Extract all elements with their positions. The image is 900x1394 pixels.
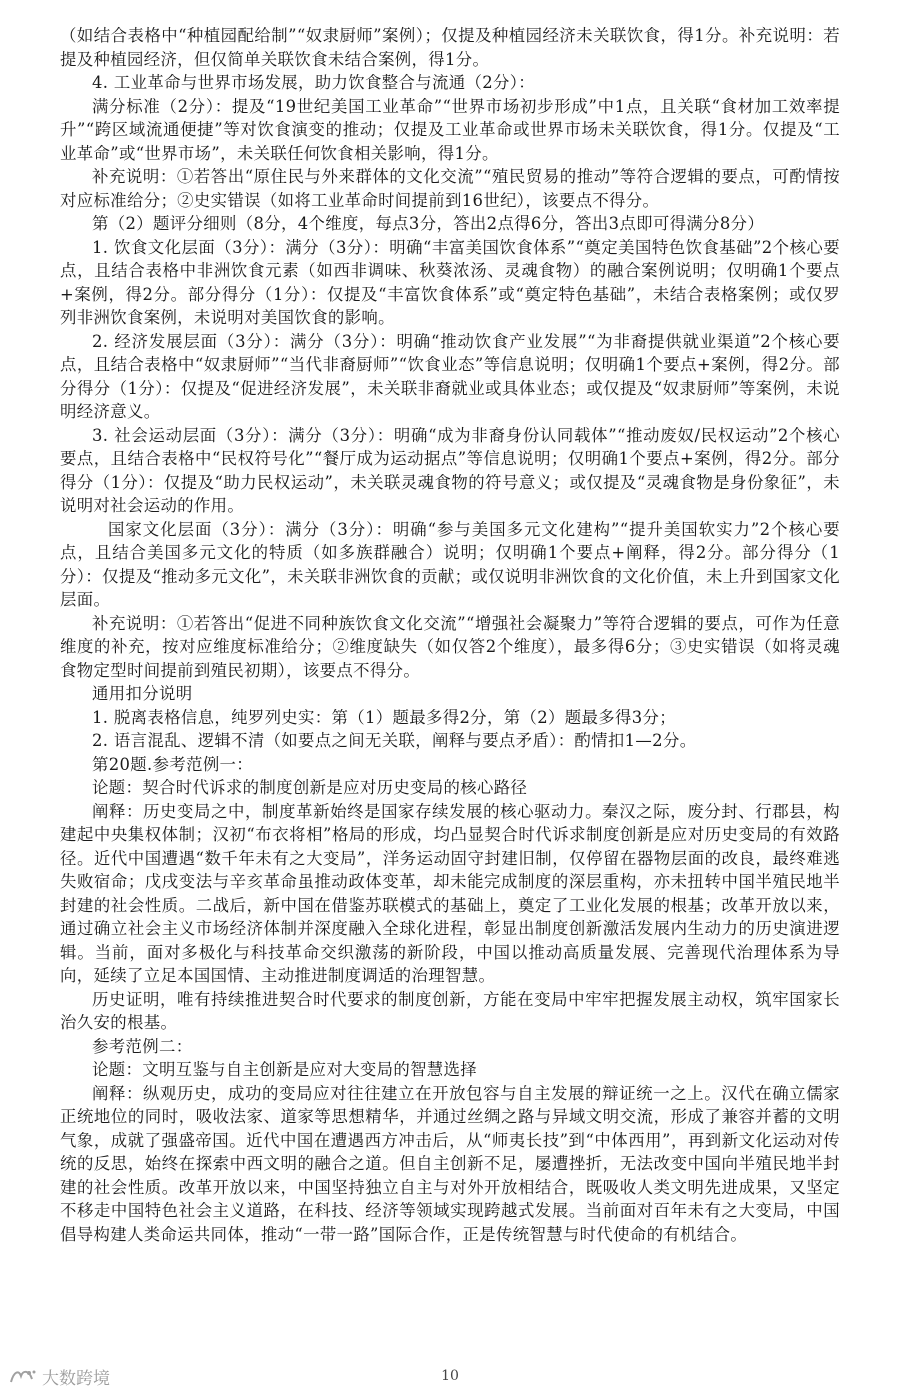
thesis-line: 论题：文明互鉴与自主创新是应对大变局的智慧选择 — [92, 1060, 478, 1079]
paragraph: 历史证明，唯有持续推进契合时代要求的制度创新，方能在变局中牢牢把握发展主动权，筑牢国家长治久安的根基。 — [60, 989, 840, 1032]
watermark — [8, 1364, 110, 1389]
paragraph: 2. 经济发展层面（3分）：满分（3分）：明确“推动饮食产业发展”“为非裔提供就业渠道”2个核心要点，且结合表格中“奴隶厨师”“当代非裔厨师”“饮食业态”等信息说明；仅明确1个要点+案例，得2分。部分得分（1分）：仅提及“促进经济发展”，未关联非裔就业或具体业态；或仅提及“奴隶厨师”等案例，未说明经济意义。 — [60, 331, 840, 421]
paragraph: （如结合表格中“种植园配给制”“奴隶厨师”案例）；仅提及种植园经济未关联饮食，得1分。补充说明：若提及种植园经济，但仅简单关联饮食未结合案例，得1分。 — [60, 26, 840, 69]
paragraph: 满分标准（2分）：提及“19世纪美国工业革命”“世界市场初步形成”中1点，且关联“食材加工效率提升”“跨区域流通便捷”等对饮食演变的推动；仅提及工业革命或世界市场未关联饮食，得1分。仅提及“工业革命”或“世界市场”，未关联任何饮食相关影响，得1分。 — [60, 96, 840, 163]
paragraph: 补充说明：①若答出“原住民与外来群体的文化交流”“殖民贸易的推动”等符合逻辑的要点，可酌情按对应标准给分；②史实错误（如将工业革命时间提前到16世纪），该要点不得分。 — [60, 167, 840, 210]
paragraph: 补充说明：①若答出“促进不同种族饮食文化交流”“增强社会凝聚力”等符合逻辑的要点，可作为任意维度的补充，按对应维度标准给分；②维度缺失（如仅答2个维度），最多得6分；③史实错误（如将灵魂食物定型时间提前到殖民初期），该要点不得分。 — [60, 613, 840, 680]
paragraph: 3. 社会运动层面（3分）：满分（3分）：明确“成为非裔身份认同载体”“推动废奴/民权运动”2个核心要点，且结合表格中“民权符号化”“餐厅成为运动据点”等信息说明；仅明确1个要点+案例，得2分。部分得分（1分）：仅提及“助力民权运动”，未关联灵魂食物的符号意义；或仅提及“灵魂食物是身份象征”，未说明对社会运动的作用。 — [60, 425, 840, 515]
document-body — [60, 24, 840, 1246]
paragraph: 阐释：纵观历史，成功的变局应对往往建立在开放包容与自主发展的辩证统一之上。汉代在确立儒家正统地位的同时，吸收法家、道家等思想精华，并通过丝绸之路与异域文明交流，形成了兼容并蓄的文明气象，成就了强盛帝国。近代中国在遭遇西方冲击后，从“师夷长技”到“中体西用”，再到新文化运动对传统的反思，始终在探索中西文明的融合之道。但自主创新不足，屡遭挫折，无法改变中国向半殖民地半封建的社会性质。改革开放以来，中国坚持独立自主与对外开放相结合，既吸收人类文明先进成果，又坚定不移走中国特色社会主义道路，在科技、经济等领域实现跨越式发展。当前面对百年未有之大变局，中国倡导构建人类命运共同体，推动“一带一路”国际合作，正是传统智慧与时代使命的有机结合。 — [60, 1083, 840, 1244]
paragraph: 第（2）题评分细则（8分，4个维度，每点3分，答出2点得6分，答出3点即可得满分8分） — [92, 214, 765, 233]
paragraph: 2. 语言混乱、逻辑不清（如要点之间无关联，阐释与要点矛盾）：酌情扣1—2分。 — [92, 731, 697, 750]
section-heading: 第20题.参考范例一： — [92, 754, 254, 774]
section-heading: 参考范例二： — [92, 1036, 193, 1056]
paragraph: 1. 脱离表格信息，纯罗列史实：第（1）题最多得2分，第（2）题最多得3分； — [92, 707, 676, 727]
watermark-text: 大数跨境 — [42, 1369, 110, 1389]
thesis-line: 论题：契合时代诉求的制度创新是应对历史变局的核心路径 — [92, 778, 528, 797]
page-number: 10 — [441, 1368, 459, 1384]
paragraph: 1. 饮食文化层面（3分）：满分（3分）：明确“丰富美国饮食体系”“奠定美国特色饮食基础”2个核心要点，且结合表格中非洲饮食元素（如西非调味、秋葵浓汤、灵魂食物）的融合案例说明；仅明确1个要点+案例，得2分。部分得分（1分）：仅提及“丰富饮食体系”或“奠定特色基础”，未结合表格案例；或仅罗列非洲饮食案例，未说明对美国饮食的影响。 — [60, 237, 840, 327]
paragraph: 4. 工业革命与世界市场发展，助力饮食整合与流通（2分）： — [92, 73, 535, 92]
watermark-logo-icon — [8, 1367, 38, 1387]
paragraph: 阐释：历史变局之中，制度革新始终是国家存续发展的核心驱动力。秦汉之际，废分封、行郡县，构建起中央集权体制；汉初“布衣将相”格局的形成，均凸显契合时代诉求制度创新是应对历史变局的有效路径。近代中国遭遇“数千年未有之大变局”，洋务运动固守封建旧制，仅停留在器物层面的改良，最终难逃失败宿命；戊戌变法与辛亥革命虽推动政体变革，却未能完成制度的深层重构，亦未扭转中国半殖民地半封建的社会性质。二战后，新中国在借鉴苏联模式的基础上，奠定了工业化发展的根基；改革开放以来，通过确立社会主义市场经济体制并深度融入全球化进程，彰显出制度创新激活发展内生动力的历史演进逻辑。当前，面对多极化与科技革命交织激荡的新阶段，中国以推动高质量发展、完善现代治理体系为导向，延续了立足本国国情、主动推进制度调适的治理智慧。 — [60, 801, 840, 985]
section-heading: 通用扣分说明 — [92, 684, 193, 703]
paragraph: 国家文化层面（3分）：满分（3分）：明确“参与美国多元文化建构”“提升美国软实力”2个核心要点，且结合美国多元文化的特质（如多族群融合）说明；仅明确1个要点+阐释，得2分。部分得分（1分）：仅提及“推动多元文化”，未关联非洲饮食的贡献；或仅说明非洲饮食的文化价值，未上升到国家文化层面。 — [60, 519, 840, 609]
